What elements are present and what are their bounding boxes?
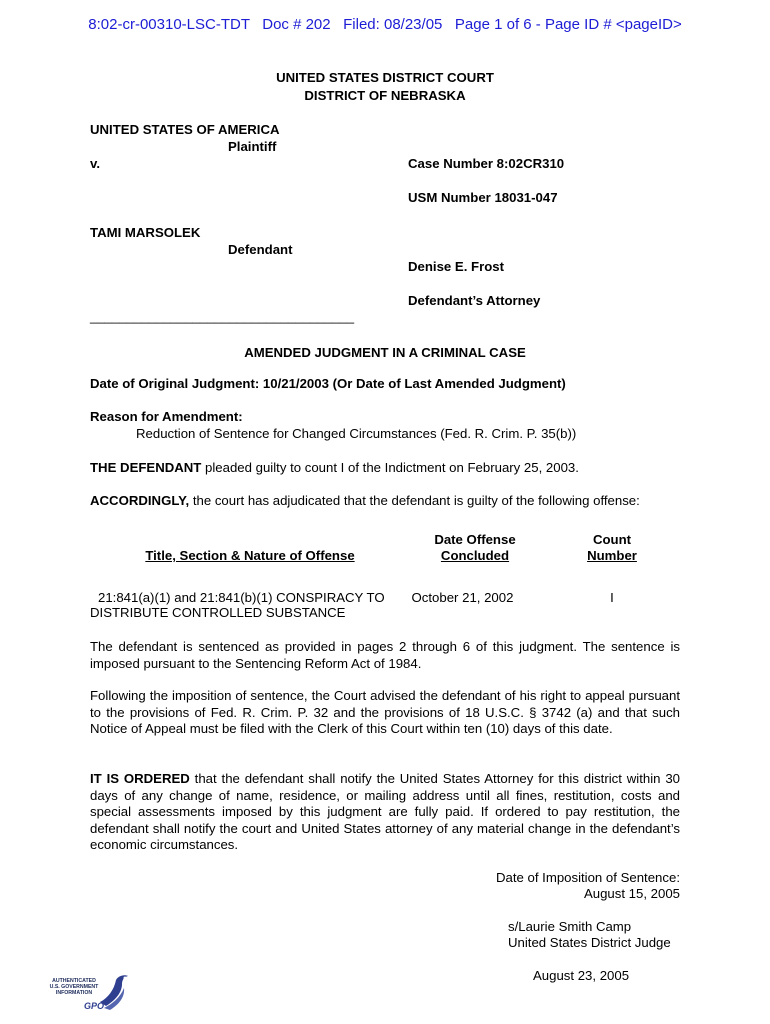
amendment-reason: Reduction of Sentence for Changed Circumstances (Fed. R. Crim. P. 35(b)) xyxy=(136,426,577,441)
header-filed: Filed: 08/23/05 xyxy=(343,16,443,33)
ordered-text: that the defendant shall notify the United States Attorney for this district within 30 days of any change of name, residence, or mailing address until all fines, restitution, costs and special assessments imposed by this judgment are fully paid. If ordered to pay restitution, the defendant shall notify the court and United States attorney of any material change in the defendant’s economic circumstances. xyxy=(90,771,680,852)
caption-separator: ____________________________________ xyxy=(90,309,355,324)
offense-description-line2: DISTRIBUTE CONTROLLED SUBSTANCE xyxy=(90,605,346,620)
offense-date: October 21, 2002 xyxy=(411,590,514,605)
seal-gpo-mark: GPO xyxy=(84,1001,105,1011)
appeal-paragraph: Following the imposition of sentence, the Court advised the defendant of his right to appeal pursuant to the provisions of Fed. R. Crim. P. 32 and the provisions of 18 U.S.C. § 3742 (a) and that such Notice of Appeal must be filed with the Clerk of this Court within ten (10) days of this date. xyxy=(90,688,680,736)
offense-count: I xyxy=(610,590,614,605)
header-page: Page 1 of 6 - Page ID # <pageID> xyxy=(454,16,682,33)
plaintiff-role: Plaintiff xyxy=(228,139,277,154)
seal-line-2: U.S. GOVERNMENT xyxy=(49,984,99,990)
versus: v. xyxy=(90,156,101,171)
original-judgment-date: Date of Original Judgment: 10/21/2003 (Or Date of Last Amended Judgment) xyxy=(90,376,566,391)
adjudication-lead: ACCORDINGLY, xyxy=(90,493,190,508)
gpo-authentication-seal xyxy=(44,972,132,1016)
attorney-name: Denise E. Frost xyxy=(408,259,505,274)
imposition-label: Date of Imposition of Sentence: xyxy=(495,870,680,885)
col-header-date-2: Concluded xyxy=(440,548,510,563)
attorney-role: Defendant’s Attorney xyxy=(408,293,541,308)
adjudication-statement xyxy=(90,493,640,510)
imposition-date: August 15, 2005 xyxy=(583,886,680,901)
plea-statement xyxy=(90,460,579,477)
usm-number: USM Number 18031-047 xyxy=(408,190,558,205)
plea-lead: THE DEFENDANT xyxy=(90,460,202,475)
plea-text: pleaded guilty to count I of the Indictment on February 25, 2003. xyxy=(201,460,579,475)
header-doc: Doc # 202 xyxy=(262,16,331,33)
col-header-count-1: Count xyxy=(592,532,632,547)
court-name: UNITED STATES DISTRICT COURT xyxy=(276,70,494,85)
col-header-offense: Title, Section & Nature of Offense xyxy=(145,548,355,563)
col-header-date-1: Date Offense xyxy=(434,532,516,547)
signature-title: United States District Judge xyxy=(508,935,671,950)
ordered-lead: IT IS ORDERED xyxy=(90,771,190,786)
case-number: Case Number 8:02CR310 xyxy=(408,156,565,171)
document-title: AMENDED JUDGMENT IN A CRIMINAL CASE xyxy=(244,345,526,360)
signature-name: s/Laurie Smith Camp xyxy=(508,919,632,934)
header-case-id: 8:02-cr-00310-LSC-TDT xyxy=(88,16,250,33)
signature-date: August 23, 2005 xyxy=(533,968,630,983)
ordered-paragraph xyxy=(90,771,680,854)
defendant-role: Defendant xyxy=(228,242,293,257)
seal-line-1: AUTHENTICATED xyxy=(52,978,96,984)
court-district: DISTRICT OF NEBRASKA xyxy=(304,88,466,103)
amendment-label: Reason for Amendment: xyxy=(90,409,243,424)
offense-description-line1: 21:841(a)(1) and 21:841(b)(1) CONSPIRACY TO xyxy=(98,590,385,605)
adjudication-text: the court has adjudicated that the defendant is guilty of the following offense: xyxy=(189,493,640,508)
seal-line-3: INFORMATION xyxy=(55,990,93,996)
defendant-name: TAMI MARSOLEK xyxy=(90,225,201,240)
sentence-paragraph: The defendant is sentenced as provided in pages 2 through 6 of this judgment. The sentence is imposed pursuant to the Sentencing Reform Act of 1984. xyxy=(90,639,680,671)
col-header-count-2: Number xyxy=(587,548,637,563)
plaintiff-name: UNITED STATES OF AMERICA xyxy=(90,122,280,137)
filing-header xyxy=(0,16,770,34)
